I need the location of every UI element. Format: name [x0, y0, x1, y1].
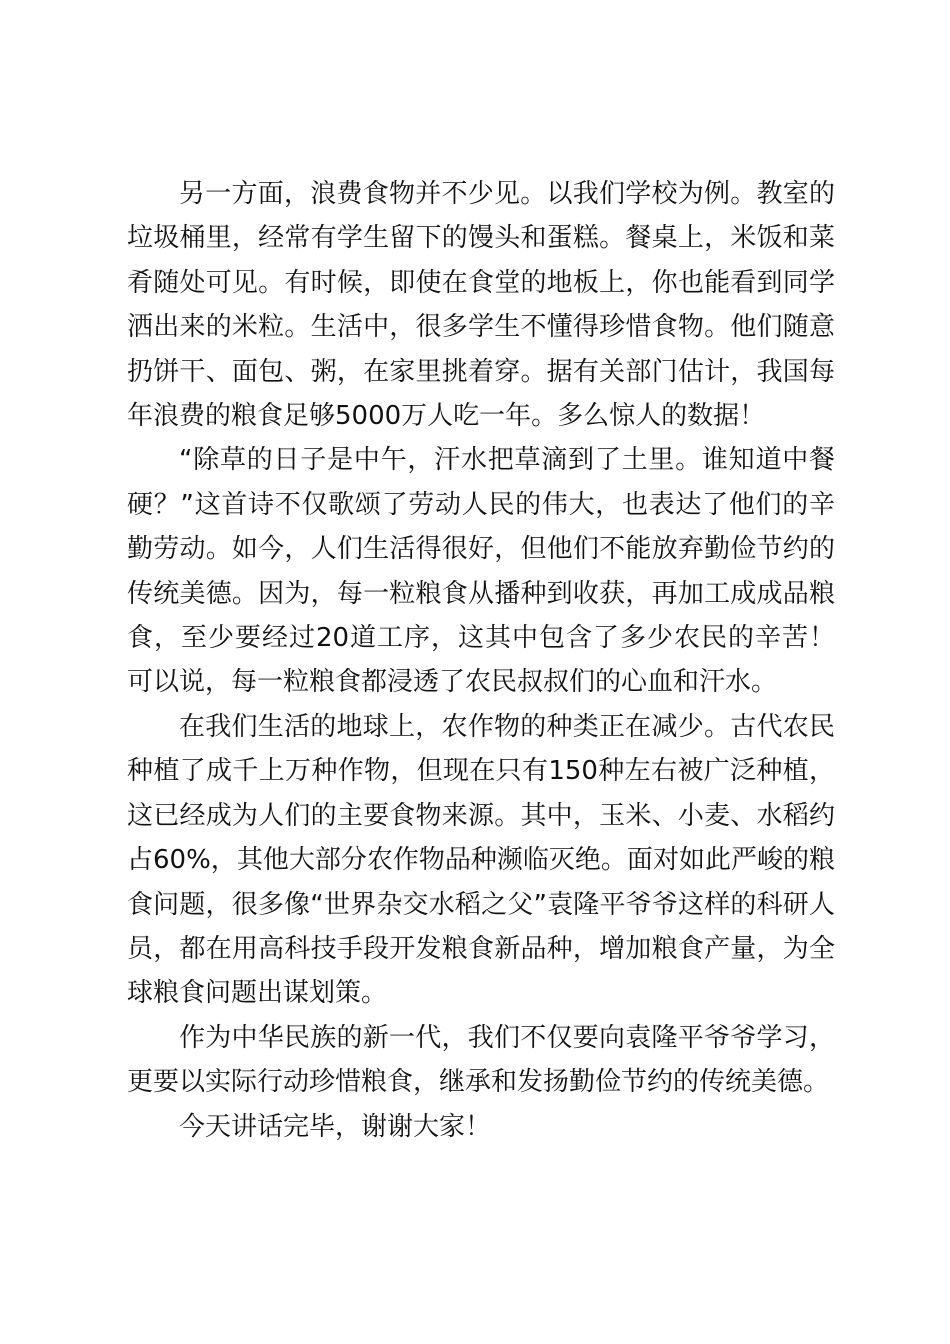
- paragraph-crops: 在我们生活的地球上，农作物的种类正在减少。古代农民种植了成千上万种作物，但现在只有150种左右被广泛种植，这已经成为人们的主要食物来源。其中，玉米、小麦、水稻约占60%，其他大部分农作物品种濒临灭绝。面对如此严峻的粮食问题，很多像“世界杂交水稻之父”袁隆平爷爷这样的科研人员，都在用高科技手段开发粮食新品种，增加粮食产量，为全球粮食问题出谋划策。: [127, 711, 835, 1009]
- paragraph-closing: 今天讲话完毕，谢谢大家！: [179, 1111, 492, 1142]
- paragraph-food-waste: 另一方面，浪费食物并不少见。以我们学校为例。教室的垃圾桶里，经常有学生留下的馒头和蛋糕。餐桌上，米饭和菜肴随处可见。有时候，即使在食堂的地板上，你也能看到同学洒出来的米粒。生活中，很多学生不懂得珍惜食物。他们随意扔饼干、面包、粥，在家里挑着穿。据有关部门估计，我国每年浪费的粮食足够5000万人吃一年。多么惊人的数据！: [127, 179, 835, 432]
- document-body: [127, 172, 835, 1149]
- paragraph-poem: “除草的日子是中午，汗水把草滴到了土里。谁知道中餐硬？”这首诗不仅歌颂了劳动人民的伟大，也表达了他们的辛勤劳动。如今，人们生活得很好，但他们不能放弃勤俭节约的传统美德。因为，每一粒粮食从播种到收获，再加工成成品粮食，至少要经过20道工序，这其中包含了多少农民的辛苦！可以说，每一粒粮食都浸透了农民叔叔们的心血和汗水。: [127, 445, 835, 698]
- paragraph-new-generation: 作为中华民族的新一代，我们不仅要向袁隆平爷爷学习，更要以实际行动珍惜粮食，继承和发扬勤俭节约的传统美德。: [127, 1022, 835, 1098]
